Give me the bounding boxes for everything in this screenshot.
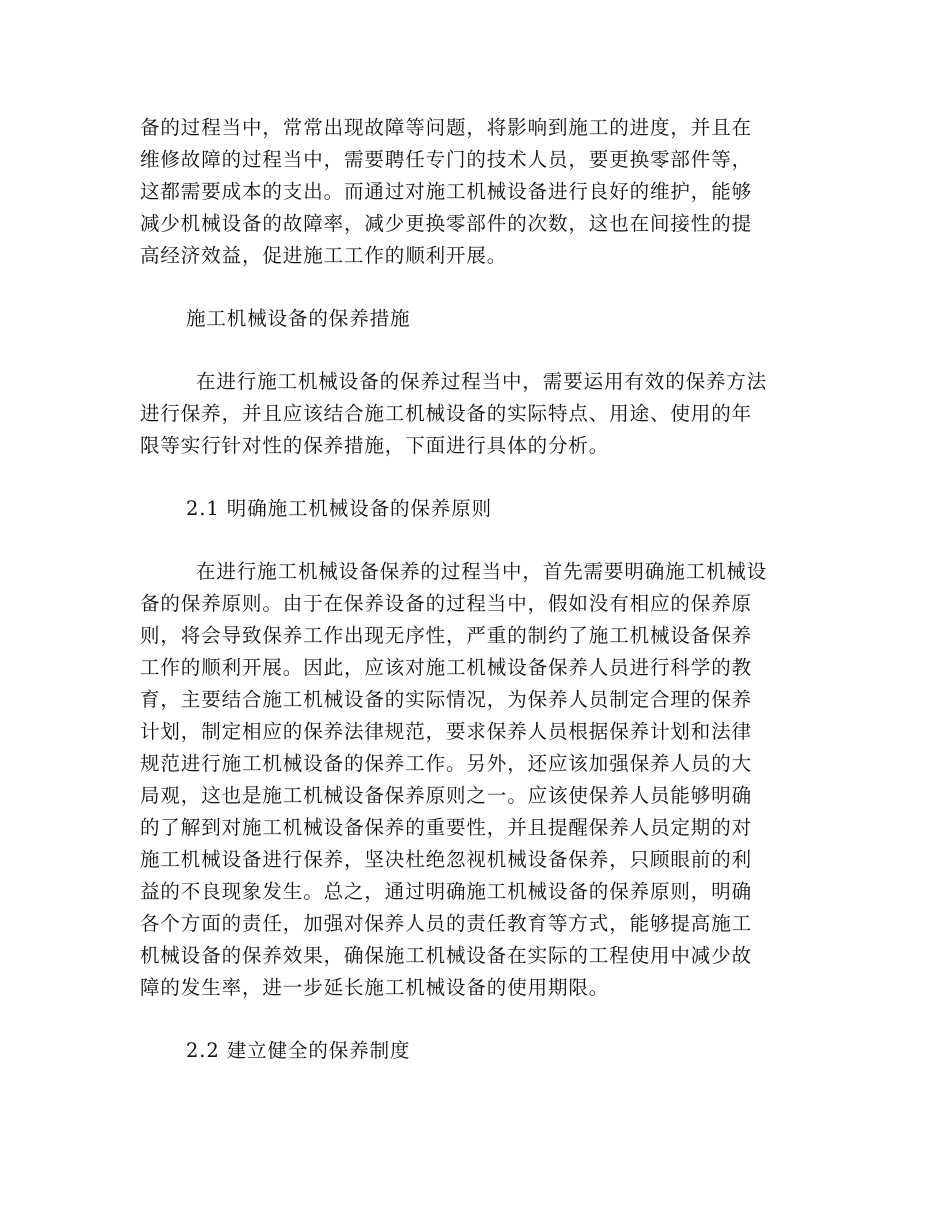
paragraph-line: 则，将会导致保养工作出现无序性，严重的制约了施工机械设备保养 [140,624,753,647]
paragraph-line: 施工机械设备进行保养，坚决杜绝忽视机械设备保养，只顾眼前的利 [140,848,753,871]
paragraph-line: 工作的顺利开展。因此，应该对施工机械设备保养人员进行科学的教 [140,656,753,679]
paragraph-line: 这都需要成本的支出。而通过对施工机械设备进行良好的维护，能够 [140,180,753,203]
paragraph-line: 备的保养原则。由于在保养设备的过程当中，假如没有相应的保养原 [140,592,753,615]
paragraph-line: 各个方面的责任，加强对保养人员的责任教育等方式，能够提高施工 [140,912,753,935]
paragraph-line: 在进行施工机械设备保养的过程当中，首先需要明确施工机械设 [196,560,768,583]
paragraph-line: 进行保养，并且应该结合施工机械设备的实际特点、用途、使用的年 [140,402,753,425]
paragraph-line: 机械设备的保养效果，确保施工机械设备在实际的工程使用中减少故 [140,944,753,967]
paragraph-line: 局观，这也是施工机械设备保养原则之一。应该使保养人员能够明确 [140,784,753,807]
paragraph-line: 障的发生率，进一步延长施工机械设备的使用期限。 [140,976,610,999]
section-heading: 施工机械设备的保养措施 [186,307,411,330]
paragraph-line: 育，主要结合施工机械设备的实际情况，为保养人员制定合理的保养 [140,688,753,711]
paragraph-line: 的了解到对施工机械设备保养的重要性，并且提醒保养人员定期的对 [140,816,753,839]
paragraph-line: 规范进行施工机械设备的保养工作。另外，还应该加强保养人员的大 [140,752,753,775]
paragraph-line: 益的不良现象发生。总之，通过明确施工机械设备的保养原则，明确 [140,880,753,903]
paragraph-line: 限等实行针对性的保养措施，下面进行具体的分析。 [140,434,610,457]
section-heading: 2.2 建立健全的保养制度 [186,1039,411,1062]
paragraph-line: 高经济效益，促进施工工作的顺利开展。 [140,244,508,267]
section-heading: 2.1 明确施工机械设备的保养原则 [186,497,493,520]
paragraph-line: 减少机械设备的故障率，减少更换零部件的次数，这也在间接性的提 [140,212,753,235]
paragraph-line: 维修故障的过程当中，需要聘任专门的技术人员，要更换零部件等， [140,148,753,171]
paragraph-line: 计划，制定相应的保养法律规范，要求保养人员根据保养计划和法律 [140,720,753,743]
paragraph-line: 备的过程当中，常常出现故障等问题，将影响到施工的进度，并且在 [140,116,753,139]
paragraph-line: 在进行施工机械设备的保养过程当中，需要运用有效的保养方法 [196,370,768,393]
